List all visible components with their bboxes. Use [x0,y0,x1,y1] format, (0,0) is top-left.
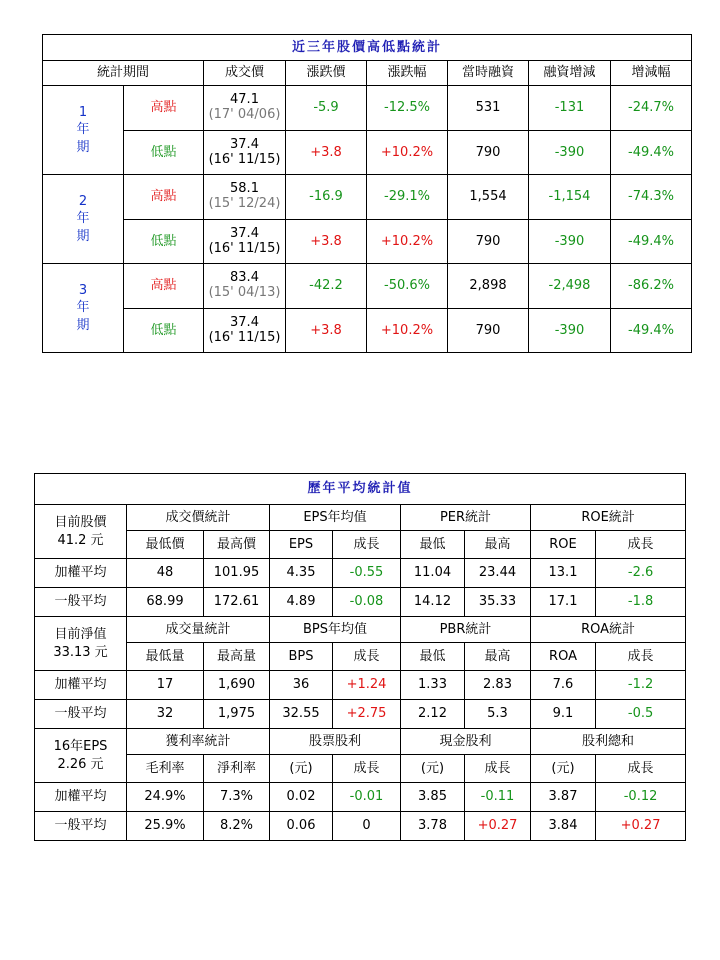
value-cell: 14.12 [401,588,465,617]
value-cell: 68.99 [127,588,204,617]
value-cell: 17.1 [531,588,596,617]
margin-change-pct-cell: -49.4% [611,131,692,175]
value-cell: 101.95 [204,559,270,588]
value-cell: -0.08 [333,588,401,617]
sub-header: 成長 [596,531,686,559]
lead-cell: 目前淨值 33.13 元 [35,617,127,671]
margin-change-pct-cell: -49.4% [611,309,692,353]
sub-header: 最高 [465,643,531,671]
value-cell: 24.9% [127,783,204,812]
margin-change-pct-cell: -86.2% [611,264,692,309]
value-cell: 25.9% [127,812,204,841]
sub-header: 成長 [596,755,686,783]
value-cell: 7.3% [204,783,270,812]
table-row [43,220,692,264]
row-label: 高點 [124,264,204,309]
margin-change-cell: -2,498 [529,264,611,309]
sub-header: 最低價 [127,531,204,559]
value-cell: 8.2% [204,812,270,841]
row-label: 加權平均 [35,671,127,700]
table-row [35,671,686,700]
value-cell: +0.27 [596,812,686,841]
change-pct-cell: -29.1% [367,175,448,220]
group-header: 股利總和 [531,729,686,755]
margin-change-pct-cell: -24.7% [611,86,692,131]
value-cell: -1.8 [596,588,686,617]
sub-header: 成長 [333,643,401,671]
change-cell: +3.8 [286,220,367,264]
group-header: 股票股利 [270,729,401,755]
value-cell: +0.27 [465,812,531,841]
sub-header: EPS [270,531,333,559]
group-header: 現金股利 [401,729,531,755]
row-label: 一般平均 [35,588,127,617]
change-pct-cell: +10.2% [367,309,448,353]
value-cell: 4.35 [270,559,333,588]
sub-header: 淨利率 [204,755,270,783]
value-cell: 32.55 [270,700,333,729]
price-cell: 37.4 (16' 11/15) [204,220,286,264]
value-cell: 3.84 [531,812,596,841]
stock-high-low-table [42,34,692,353]
value-cell: 2.12 [401,700,465,729]
row-label: 一般平均 [35,812,127,841]
header-change: 漲跌價 [286,61,367,86]
sub-header: (元) [401,755,465,783]
value-cell: -1.2 [596,671,686,700]
value-cell: 23.44 [465,559,531,588]
group-header: 成交量統計 [127,617,270,643]
change-cell: +3.8 [286,131,367,175]
table-row [35,812,686,841]
change-pct-cell: +10.2% [367,131,448,175]
table1-title: 近三年股價高低點統計 [43,35,692,61]
value-cell: -0.12 [596,783,686,812]
margin-cell: 2,898 [448,264,529,309]
yearly-average-table [34,473,686,841]
price-cell: 37.4 (16' 11/15) [204,131,286,175]
value-cell: -0.55 [333,559,401,588]
margin-cell: 790 [448,131,529,175]
value-cell: 172.61 [204,588,270,617]
table-row [35,783,686,812]
value-cell: 36 [270,671,333,700]
value-cell: 11.04 [401,559,465,588]
change-cell: -16.9 [286,175,367,220]
value-cell: 0.06 [270,812,333,841]
margin-change-cell: -131 [529,86,611,131]
margin-cell: 531 [448,86,529,131]
value-cell: 32 [127,700,204,729]
price-cell: 47.1 (17' 04/06) [204,86,286,131]
value-cell: 1,690 [204,671,270,700]
value-cell: 4.89 [270,588,333,617]
row-label: 加權平均 [35,559,127,588]
change-cell: -42.2 [286,264,367,309]
sub-header: 最高價 [204,531,270,559]
row-label: 高點 [124,175,204,220]
margin-change-cell: -390 [529,220,611,264]
row-label: 加權平均 [35,783,127,812]
change-cell: -5.9 [286,86,367,131]
group-header: 成交價統計 [127,505,270,531]
sub-header: 成長 [465,755,531,783]
value-cell: 7.6 [531,671,596,700]
value-cell: 1.33 [401,671,465,700]
price-cell: 37.4 (16' 11/15) [204,309,286,353]
sub-header: 成長 [596,643,686,671]
sub-header: 最高量 [204,643,270,671]
value-cell: 2.83 [465,671,531,700]
period-label: 3 年 期 [43,264,124,353]
value-cell: -0.11 [465,783,531,812]
group-header: PER統計 [401,505,531,531]
header-change-pct: 漲跌幅 [367,61,448,86]
sub-header: 最低 [401,643,465,671]
sub-header: 最低量 [127,643,204,671]
value-cell: 17 [127,671,204,700]
value-cell: 5.3 [465,700,531,729]
value-cell: -0.5 [596,700,686,729]
margin-change-cell: -390 [529,309,611,353]
row-label: 高點 [124,86,204,131]
value-cell: 13.1 [531,559,596,588]
table-row [43,309,692,353]
header-margin-change-pct: 增減幅 [611,61,692,86]
value-cell: 35.33 [465,588,531,617]
change-pct-cell: -12.5% [367,86,448,131]
price-cell: 83.4 (15' 04/13) [204,264,286,309]
sub-header: BPS [270,643,333,671]
sub-header: 最高 [465,531,531,559]
group-header: PBR統計 [401,617,531,643]
value-cell: +1.24 [333,671,401,700]
change-pct-cell: -50.6% [367,264,448,309]
margin-cell: 790 [448,309,529,353]
value-cell: +2.75 [333,700,401,729]
value-cell: 0 [333,812,401,841]
table-row [43,175,692,220]
sub-header: 成長 [333,531,401,559]
header-period: 統計期間 [43,61,204,86]
sub-header: ROE [531,531,596,559]
table-row [43,86,692,131]
table-row [43,131,692,175]
sub-header: 毛利率 [127,755,204,783]
sub-header: ROA [531,643,596,671]
table-row [35,700,686,729]
value-cell: -0.01 [333,783,401,812]
value-cell: 1,975 [204,700,270,729]
header-margin-change: 融資增減 [529,61,611,86]
group-header: ROE統計 [531,505,686,531]
value-cell: 0.02 [270,783,333,812]
group-header: EPS年均值 [270,505,401,531]
margin-cell: 790 [448,220,529,264]
period-label: 1 年 期 [43,86,124,175]
change-cell: +3.8 [286,309,367,353]
table-row [35,588,686,617]
value-cell: 3.78 [401,812,465,841]
table2-title: 歷年平均統計值 [35,474,686,505]
header-margin: 當時融資 [448,61,529,86]
period-label: 2 年 期 [43,175,124,264]
row-label: 低點 [124,309,204,353]
sub-header: 最低 [401,531,465,559]
row-label: 一般平均 [35,700,127,729]
price-cell: 58.1 (15' 12/24) [204,175,286,220]
group-header: ROA統計 [531,617,686,643]
table-row [43,264,692,309]
margin-cell: 1,554 [448,175,529,220]
margin-change-pct-cell: -74.3% [611,175,692,220]
row-label: 低點 [124,220,204,264]
lead-cell: 16年EPS 2.26 元 [35,729,127,783]
margin-change-pct-cell: -49.4% [611,220,692,264]
lead-cell: 目前股價 41.2 元 [35,505,127,559]
sub-header: (元) [270,755,333,783]
change-pct-cell: +10.2% [367,220,448,264]
header-price: 成交價 [204,61,286,86]
sub-header: (元) [531,755,596,783]
margin-change-cell: -1,154 [529,175,611,220]
value-cell: 9.1 [531,700,596,729]
table-row [35,559,686,588]
row-label: 低點 [124,131,204,175]
value-cell: 48 [127,559,204,588]
value-cell: 3.87 [531,783,596,812]
sub-header: 成長 [333,755,401,783]
value-cell: -2.6 [596,559,686,588]
value-cell: 3.85 [401,783,465,812]
margin-change-cell: -390 [529,131,611,175]
group-header: BPS年均值 [270,617,401,643]
group-header: 獲利率統計 [127,729,270,755]
